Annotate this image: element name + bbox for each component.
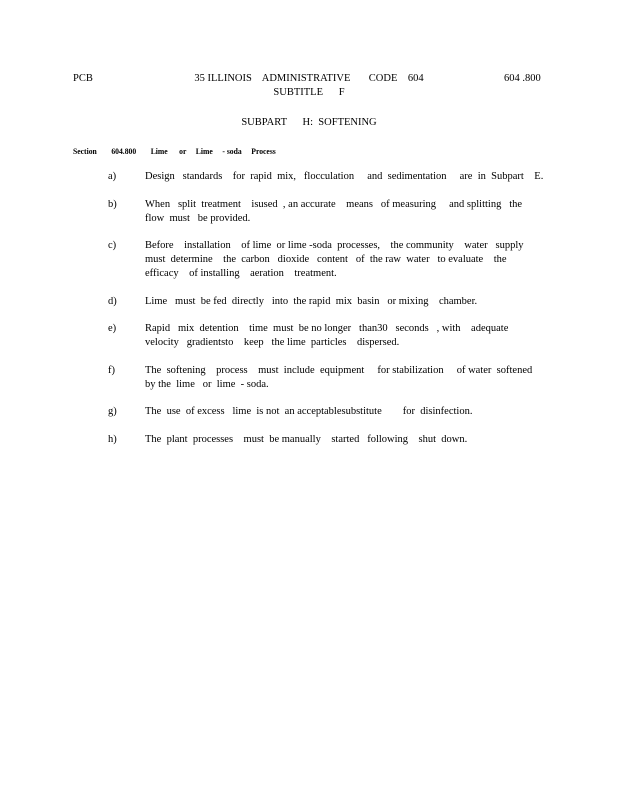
list-item [108, 170, 548, 184]
item-line: The plant processes must be manually started following shut down. [145, 433, 468, 445]
list-item [108, 295, 548, 309]
item-line: by the lime or lime - soda. [145, 378, 269, 390]
list-item [108, 433, 548, 447]
item-line: The softening process must include equipment for stabilization of water softened [145, 364, 533, 376]
item-text [145, 170, 544, 184]
item-letter: g) [108, 406, 117, 417]
header-right: 604 .800 [504, 73, 541, 84]
header-subtitle: SUBTITLE F [273, 87, 345, 98]
item-line: When split treatment isused , an accurate means of measuring and splitting the [145, 198, 523, 210]
item-letter: c) [108, 240, 117, 251]
item-line: Design standards for rapid mix, flocculation and sedimentation are in Subpart E. [145, 171, 544, 182]
item-text [145, 405, 540, 419]
item-text [145, 239, 540, 281]
list-item [108, 239, 548, 281]
item-letter: e) [108, 323, 117, 334]
header-title: 35 ILLINOIS ADMINISTRATIVE CODE 604 [194, 73, 424, 84]
item-letter: f) [108, 364, 115, 376]
section-title: Lime or Lime - soda Process [150, 146, 276, 156]
list-item [108, 405, 548, 419]
item-letter: h) [108, 433, 117, 445]
item-letter: a) [108, 171, 117, 182]
item-letter: b) [108, 198, 117, 210]
item-line: flow must be provided. [145, 212, 251, 224]
list-item [108, 364, 548, 392]
list-item [108, 322, 548, 350]
item-text [145, 364, 540, 392]
item-text [145, 295, 540, 309]
item-line: efficacy of installing aeration treatment. [145, 268, 337, 279]
item-text [145, 322, 540, 350]
section-label: Section [73, 146, 97, 156]
item-line: The use of excess lime is not an acceptablesubstitute for disinfection. [145, 406, 473, 417]
item-line: Before installation of lime or lime -soda processes, the community water supply [145, 240, 524, 251]
header-left: PCB [73, 73, 93, 84]
subpart-heading: SUBPART H: SOFTENING [241, 117, 377, 128]
section-number: 604.800 [111, 146, 137, 156]
item-line: Lime must be fed directly into the rapid mix basin or mixing chamber. [145, 295, 478, 307]
item-line: must determine the carbon dioxide content of the raw water to evaluate the [145, 254, 507, 265]
item-list [108, 170, 548, 460]
list-item [108, 198, 548, 226]
section-heading [73, 144, 288, 158]
item-letter: d) [108, 295, 117, 307]
item-text [145, 433, 540, 447]
item-text [145, 198, 540, 226]
item-line: Rapid mix detention time must be no longer than30 seconds , with adequate [145, 323, 509, 334]
item-line: velocity gradientsto keep the lime particles dispersed. [145, 337, 400, 348]
